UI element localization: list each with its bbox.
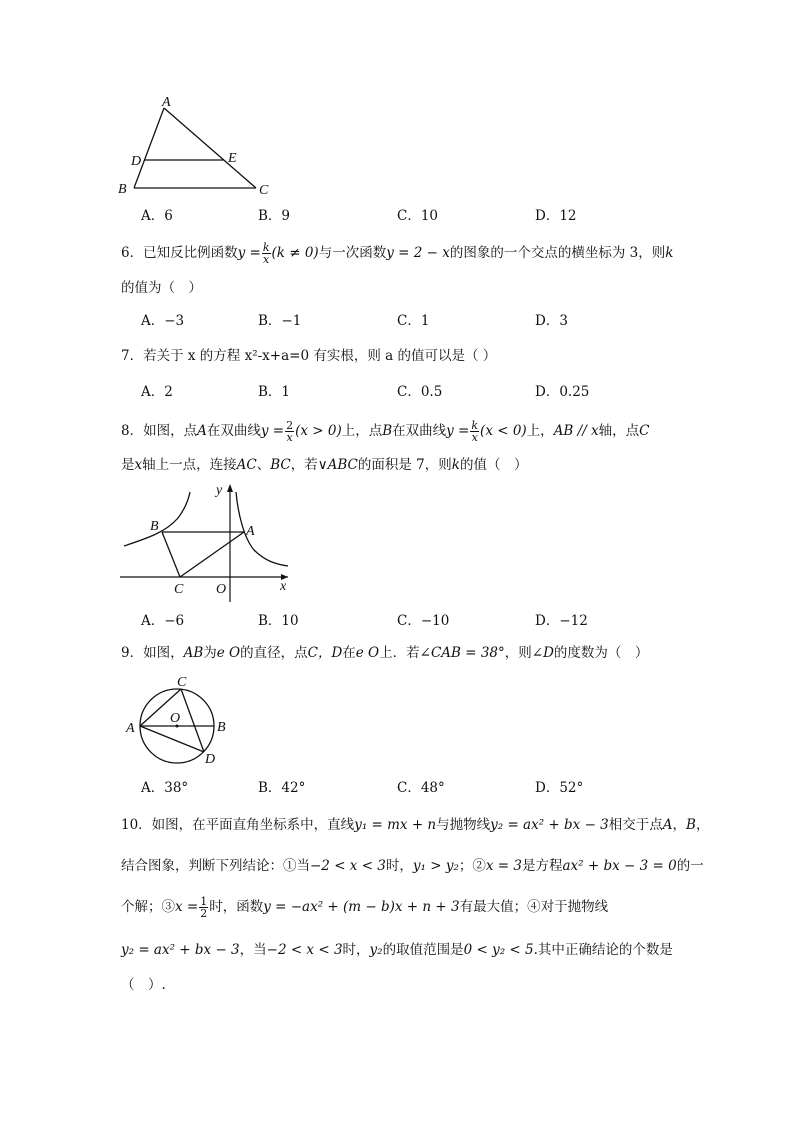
q5-triangle-figure — [112, 92, 282, 200]
q5-option-b: B．9 — [258, 208, 291, 224]
q6-option-c: C．1 — [397, 313, 430, 329]
q9-circle-figure — [124, 674, 234, 768]
q8-option-b: B．10 — [258, 613, 299, 629]
q9-label-A: A — [126, 721, 135, 736]
q8-label-x: x — [280, 579, 287, 594]
q7-option-d: D．0.25 — [535, 384, 590, 400]
q8-label-O: O — [216, 582, 227, 597]
q10-line2: 结合图象，判断下列结论：①当−2 < x < 3时，y₁ > y₂；②x = 3是方程ax² + bx − 3 = 0的一 — [121, 858, 704, 874]
q9-label-D: D — [205, 752, 216, 767]
q8-line2: 是x轴上一点，连接AC、BC，若∨ABC的面积是 7，则k的值（ ） — [121, 457, 528, 473]
q6-line1: 6．已知反比例函数y = $\frac{k}{x}$ (k ≠ 0)与一次函数y = 2 − x的图象的一个交点的横坐标为 3，则k — [121, 241, 674, 266]
q6-option-b: B．−1 — [258, 313, 302, 329]
q8-label-B: B — [150, 519, 159, 534]
q6-option-d: D．3 — [535, 313, 568, 329]
q8-label-A: A — [246, 524, 255, 539]
q8-line1: 8．如图，点A在双曲线y = $\frac{2}{x}$ (x > 0)上，点B在双曲线y = $\frac{k}{x}$ (x < 0)上，AB // x轴，点C — [121, 419, 650, 444]
q5-label-E: E — [228, 151, 237, 166]
q5-option-d: D．12 — [535, 208, 577, 224]
q10-line1: 10．如图，在平面直角坐标系中，直线y₁ = mx + n与抛物线y₂ = ax² + bx − 3相交于点A，B， — [121, 817, 710, 833]
q7-option-c: C．0.5 — [397, 384, 443, 400]
q10-line3: 个解；③x = $\frac{1}{2}$ 时，函数y = −ax² + (m − b)x + n + 3有最大值；④对于抛物线 — [121, 895, 609, 920]
q9-question: 9．如图，AB为e O的直径，点C，D在e O上．若∠CAB = 38°，则∠D的度数为（ ） — [121, 645, 649, 661]
q5-option-c: C．10 — [397, 208, 439, 224]
q5-label-A: A — [162, 95, 171, 110]
q10-line4: y₂ = ax² + bx − 3，当−2 < x < 3时，y₂的取值范围是0 < y₂ < 5.其中正确结论的个数是 — [121, 942, 673, 958]
q7-question: 7．若关于 x 的方程 x²-x+a=0 有实根，则 a 的值可以是（ ） — [121, 348, 497, 364]
q6-line2: 的值为（ ） — [121, 280, 202, 296]
q8-label-y: y — [216, 483, 223, 498]
q9-option-a: A．38° — [141, 780, 189, 796]
q8-hyperbola-figure — [118, 480, 298, 605]
q7-option-b: B．1 — [258, 384, 291, 400]
q8-option-c: C．−10 — [397, 613, 450, 629]
q7-option-a: A．2 — [141, 384, 173, 400]
q5-label-D: D — [131, 154, 142, 169]
q5-label-C: C — [259, 183, 269, 198]
q9-option-d: D．52° — [535, 780, 584, 796]
q8-label-C: C — [174, 582, 184, 597]
q6-option-a: A．−3 — [141, 313, 185, 329]
q9-label-B: B — [217, 720, 226, 735]
q8-option-a: A．−6 — [141, 613, 185, 629]
q5-label-B: B — [118, 182, 127, 197]
q9-label-C: C — [177, 675, 187, 690]
q10-line5: （ ）. — [121, 977, 166, 993]
q8-option-d: D．−12 — [535, 613, 588, 629]
q9-label-O: O — [170, 711, 181, 726]
q9-option-b: B．42° — [258, 780, 306, 796]
q9-option-c: C．48° — [397, 780, 445, 796]
q5-option-a: A．6 — [141, 208, 173, 224]
